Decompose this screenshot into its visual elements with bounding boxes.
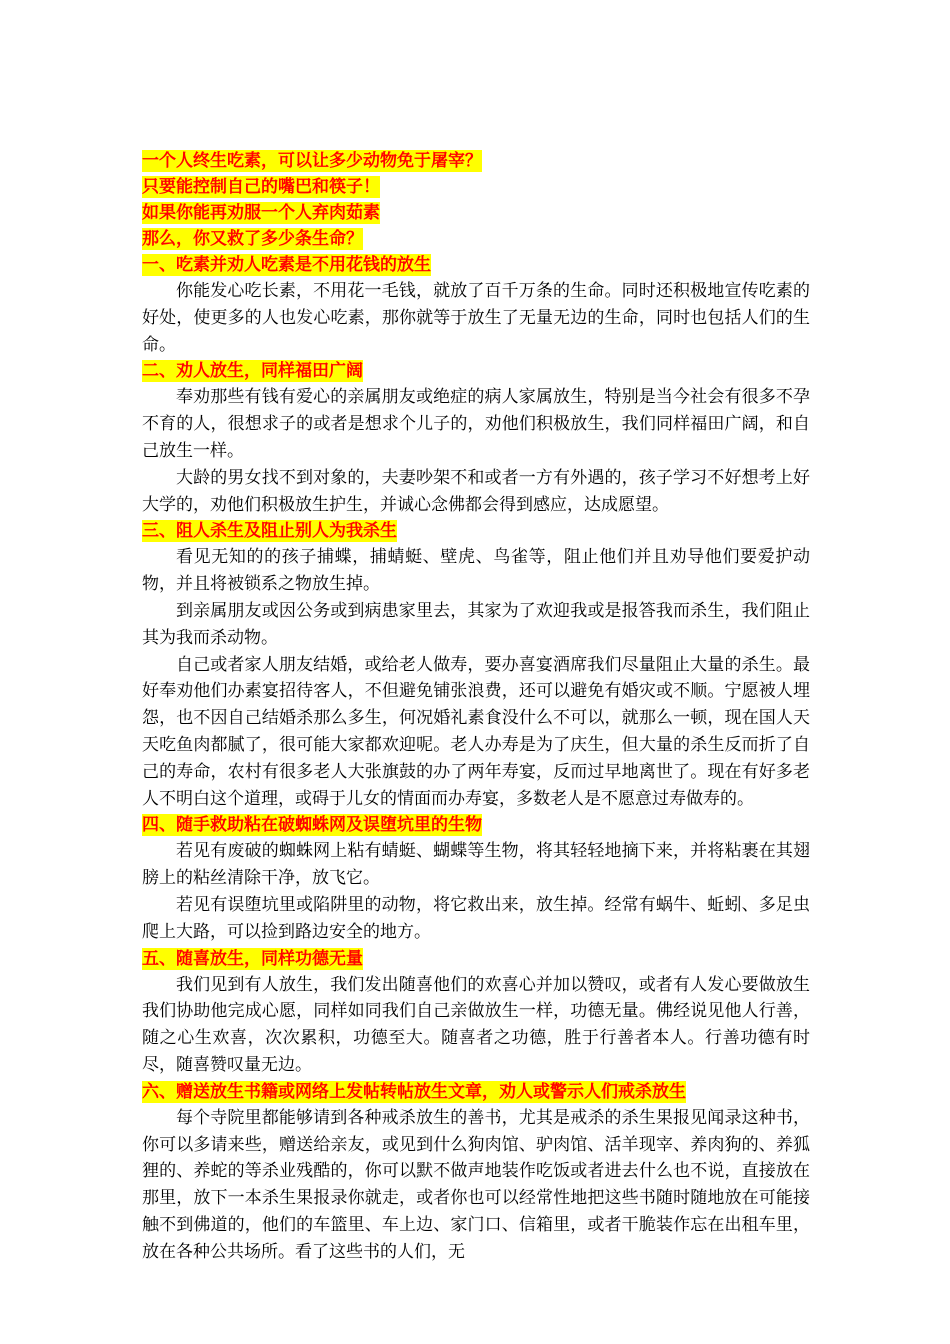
section-heading: 二、劝人放生，同样福田广阔: [142, 361, 363, 382]
section-heading: 六、赠送放生书籍或网络上发帖转帖放生文章，劝人或警示人们戒杀放生: [142, 1081, 686, 1102]
paragraph: 你能发心吃长素，不用花一毛钱，就放了百千万条的生命。同时还积极地宣传吃素的好处，使更多的人也发心吃素，那你就等于放生了无量无边的生命，同时也包括人们的生命。: [142, 281, 810, 355]
intro-line: 如果你能再劝服一个人弃肉茹素: [142, 203, 380, 223]
paragraph: 若见有误堕坑里或陷阱里的动物，将它救出来，放生掉。经常有蜗牛、蚯蚓、多足虫爬上大路，可以捡到路边安全的地方。: [142, 894, 810, 942]
intro-line: 只要能控制自己的嘴巴和筷子！: [142, 177, 380, 197]
section-heading: 五、随喜放生，同样功德无量: [142, 948, 363, 969]
paragraph: 大龄的男女找不到对象的，夫妻吵架不和或者一方有外遇的，孩子学习不好想考上好大学的，劝他们积极放生护生，并诚心念佛都会得到感应，达成愿望。: [142, 467, 810, 515]
paragraph: 每个寺院里都能够请到各种戒杀放生的善书，尤其是戒杀的杀生果报见闻录这种书，你可以多请来些，赠送给亲友，或见到什么狗肉馆、驴肉馆、活羊现宰、养肉狗的、养狐狸的、养蛇的等杀业残酷的，你可以默不做声地装作吃饭或者进去什么也不说，直接放在那里，放下一本杀生果报录你就走，或者你也可以经常性地把这些书随时随地放在可能接触不到佛道的，他们的车篮里、车上边、家门口、信箱里，或者干脆装作忘在出租车里，放在各种公共场所。看了这些书的人们，无: [142, 1107, 810, 1262]
document-body: [142, 148, 810, 1266]
paragraph: 我们见到有人放生，我们发出随喜他们的欢喜心并加以赞叹，或者有人发心要做放生我们协助他完成心愿，同样如同我们自己亲做放生一样，功德无量。佛经说见他人行善，随之心生欢喜，次次累积，功德至大。随喜者之功德，胜于行善者本人。行善功德有时尽，随喜赞叹量无边。: [142, 974, 810, 1075]
paragraph: 奉劝那些有钱有爱心的亲属朋友或绝症的病人家属放生，特别是当今社会有很多不孕不育的人，很想求子的或者是想求个儿子的，劝他们积极放生，我们同样福田广阔，和自己放生一样。: [142, 387, 810, 461]
paragraph: 若见有废破的蜘蛛网上粘有蜻蜓、蝴蝶等生物，将其轻轻地摘下来，并将粘裹在其翅膀上的粘丝清除干净，放飞它。: [142, 841, 810, 889]
paragraph: 到亲属朋友或因公务或到病患家里去，其家为了欢迎我或是报答我而杀生，我们阻止其为我而杀动物。: [142, 600, 810, 648]
paragraph: 看见无知的的孩子捕蝶，捕蜻蜓、壁虎、鸟雀等，阻止他们并且劝导他们要爱护动物，并且将被锁系之物放生掉。: [142, 547, 810, 595]
section-heading: 三、阻人杀生及阻止别人为我杀生: [142, 521, 397, 542]
intro-line: 那么，你又救了多少条生命？: [142, 229, 363, 249]
section-heading: 一、吃素并劝人吃素是不用花钱的放生: [142, 255, 431, 275]
paragraph: 自己或者家人朋友结婚，或给老人做寿，要办喜宴酒席我们尽量阻止大量的杀生。最好奉劝他们办素宴招待客人，不但避免铺张浪费，还可以避免有婚灾或不顺。宁愿被人埋怨，也不因自己结婚杀那么多生，何况婚礼素食没什么不可以，就那么一顿，现在国人天天吃鱼肉都腻了，很可能大家都欢迎呢。老人办寿是为了庆生，但大量的杀生反而折了自己的寿命，农村有很多老人大张旗鼓的办了两年寿宴，反而过早地离世了。现在有好多老人不明白这个道理，或碍于儿女的情面而办寿宴，多数老人是不愿意过寿做寿的。: [142, 654, 810, 809]
intro-line: 一个人终生吃素，可以让多少动物免于屠宰？: [142, 151, 482, 171]
section-heading: 四、随手救助粘在破蜘蛛网及误堕坑里的生物: [142, 815, 482, 836]
